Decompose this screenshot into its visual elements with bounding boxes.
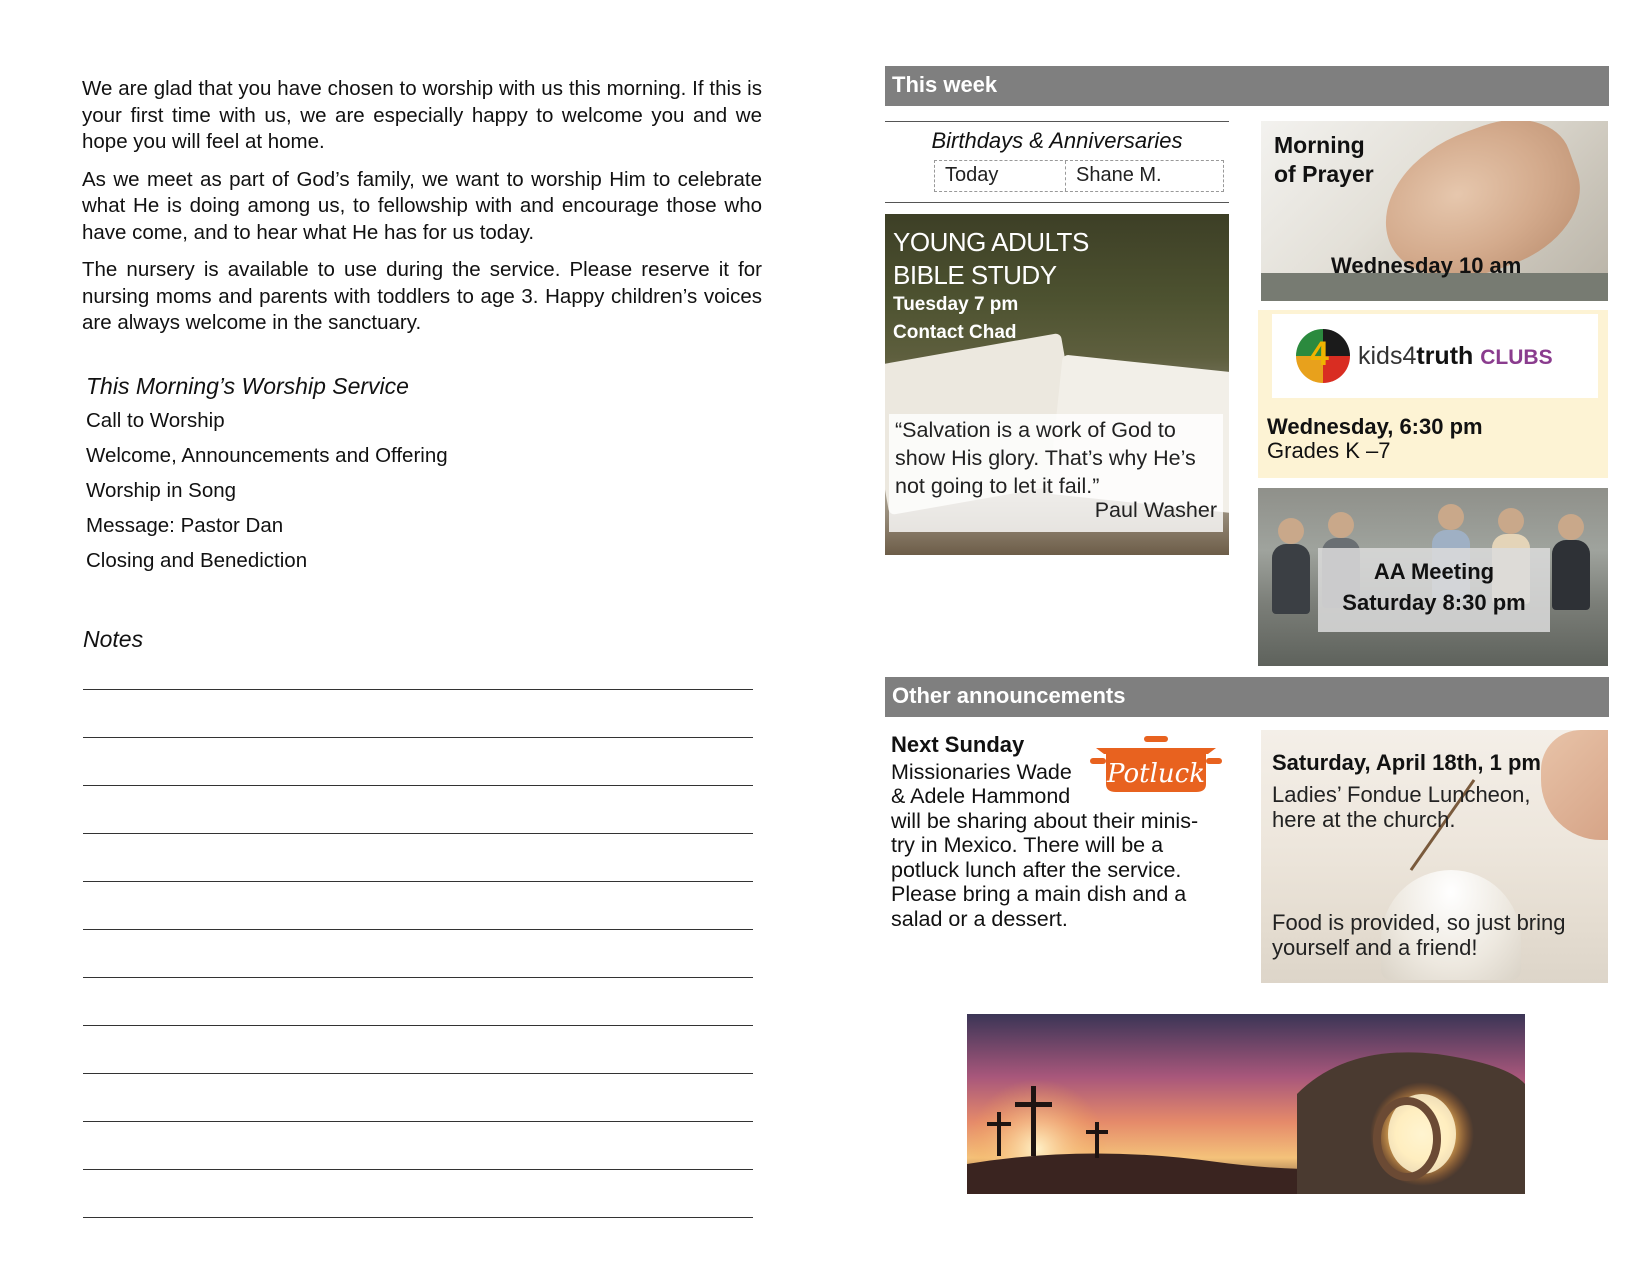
welcome-paragraph: We are glad that you have chosen to worship with us this morning. If this is your first time with us, we are especially happy to welcome you and we hope you will feel at home.: [82, 77, 762, 153]
resurrection-image: [967, 1014, 1525, 1194]
kids4truth-logo: [1272, 314, 1598, 398]
birthdays-table: [934, 160, 1224, 192]
cross-beam: [1015, 1102, 1052, 1107]
person-figure: [1438, 504, 1464, 530]
potluck-label: Potluck: [1107, 759, 1205, 789]
morning-prayer-card: [1261, 121, 1608, 301]
aa-meeting-card: [1258, 488, 1608, 666]
hand-photo: [1541, 730, 1608, 840]
person-figure: [1272, 544, 1310, 614]
next-sunday-line: salad or a dessert.: [891, 906, 1068, 931]
young-adults-title-line1: YOUNG ADULTS: [893, 227, 1089, 257]
next-sunday-line: Please bring a main dish and a: [891, 882, 1187, 906]
note-line: [83, 689, 753, 690]
fondue-luncheon-card: [1261, 730, 1608, 983]
service-item: Worship in Song: [86, 478, 237, 502]
this-week-heading: This week: [885, 66, 1609, 106]
worship-paragraph: As we meet as part of God’s family, we want to worship Him to celebrate what He is doing among us, to fellowship with and encourage those who have come, and to hear what He has for us today.: [82, 167, 762, 244]
luncheon-line: yourself and a friend!: [1272, 935, 1478, 960]
birthdays-box: [885, 121, 1229, 203]
service-item: Call to Worship: [86, 408, 225, 432]
note-line: [83, 1169, 753, 1170]
cross-icon: [1095, 1122, 1099, 1158]
birthday-name: Shane M.: [1076, 164, 1162, 186]
logo-kids: kids4: [1358, 341, 1417, 370]
next-sunday-title: Next Sunday: [891, 732, 1025, 757]
morning-prayer-title-line2: of Prayer: [1274, 161, 1374, 187]
note-line: [83, 833, 753, 834]
luncheon-line: Ladies’ Fondue Luncheon,: [1272, 782, 1531, 807]
welcome-section: [82, 76, 762, 583]
cross-beam: [1086, 1130, 1108, 1134]
kids4truth-grades: Grades K –7: [1267, 438, 1391, 463]
aa-meeting-box: [1318, 548, 1550, 632]
kids4truth-card: [1258, 310, 1608, 478]
aa-meeting-time: Saturday 8:30 pm: [1342, 590, 1526, 615]
service-item: Welcome, Announcements and Offering: [86, 443, 448, 467]
cross-icon: [1031, 1086, 1036, 1156]
kids4truth-wordmark: [1358, 342, 1553, 371]
person-figure: [1552, 540, 1590, 610]
person-figure: [1328, 512, 1354, 538]
aa-meeting-title: AA Meeting: [1373, 559, 1495, 584]
quote-text: “Salvation is a work of God to show His glory. That’s why He’s not going to let it fail.”: [895, 418, 1196, 498]
kids4truth-mark-icon: 4: [1296, 329, 1350, 383]
young-adults-title-line2: BIBLE STUDY: [893, 260, 1057, 290]
luncheon-line: Food is provided, so just bring: [1272, 910, 1566, 935]
young-adults-time: Tuesday 7 pm: [893, 294, 1019, 315]
cross-beam: [987, 1122, 1011, 1126]
birthday-when: Today: [935, 161, 1066, 191]
birthdays-title: Birthdays & Anniversaries: [931, 128, 1183, 153]
person-figure: [1278, 518, 1304, 544]
nursery-paragraph: The nursery is available to use during the service. Please reserve it for nursing moms and parents with toddlers to age 3. Happy children’s voices are always welcome in the sanctuary.: [82, 258, 762, 334]
note-line: [83, 1073, 753, 1074]
person-figure: [1498, 508, 1524, 534]
young-adults-title: [893, 226, 1089, 292]
logo-truth: truth: [1416, 341, 1474, 370]
note-line: [83, 1121, 753, 1122]
note-line: [83, 929, 753, 930]
morning-prayer-title: [1274, 131, 1374, 189]
person-figure: [1558, 514, 1584, 540]
service-item: Message: Pastor Dan: [86, 513, 284, 537]
notes-title: Notes: [83, 626, 144, 652]
luncheon-line: here at the church.: [1272, 807, 1456, 832]
service-title: This Morning’s Worship Service: [86, 372, 409, 399]
note-line: [83, 881, 753, 882]
next-sunday-line: & Adele Hammond: [891, 784, 1071, 808]
next-sunday-line: will be sharing about their minis-: [891, 808, 1199, 833]
note-line: [83, 977, 753, 978]
note-line: [83, 1217, 753, 1218]
next-sunday-line: try in Mexico. There will be a: [891, 833, 1164, 857]
other-announcements-heading: Other announcements: [885, 677, 1609, 717]
note-line: [83, 737, 753, 738]
note-line: [83, 1025, 753, 1026]
note-line: [83, 785, 753, 786]
potluck-pot-icon: [1090, 736, 1222, 794]
young-adults-card: [885, 214, 1229, 555]
next-sunday-line: potluck lunch after the service.: [891, 857, 1182, 882]
quote-author: Paul Washer: [1094, 498, 1217, 522]
kids4truth-time: Wednesday, 6:30 pm: [1267, 414, 1483, 439]
morning-prayer-time: Wednesday 10 am: [1331, 253, 1522, 278]
morning-prayer-title-line1: Morning: [1274, 132, 1365, 158]
next-sunday-line: Missionaries Wade: [891, 759, 1072, 784]
service-item: Closing and Benediction: [86, 548, 308, 572]
luncheon-title: Saturday, April 18th, 1 pm: [1272, 750, 1541, 775]
young-adults-contact: Contact Chad: [893, 322, 1017, 343]
cross-icon: [997, 1112, 1001, 1156]
logo-clubs: CLUBS: [1480, 345, 1553, 369]
quote-box: [889, 414, 1223, 532]
